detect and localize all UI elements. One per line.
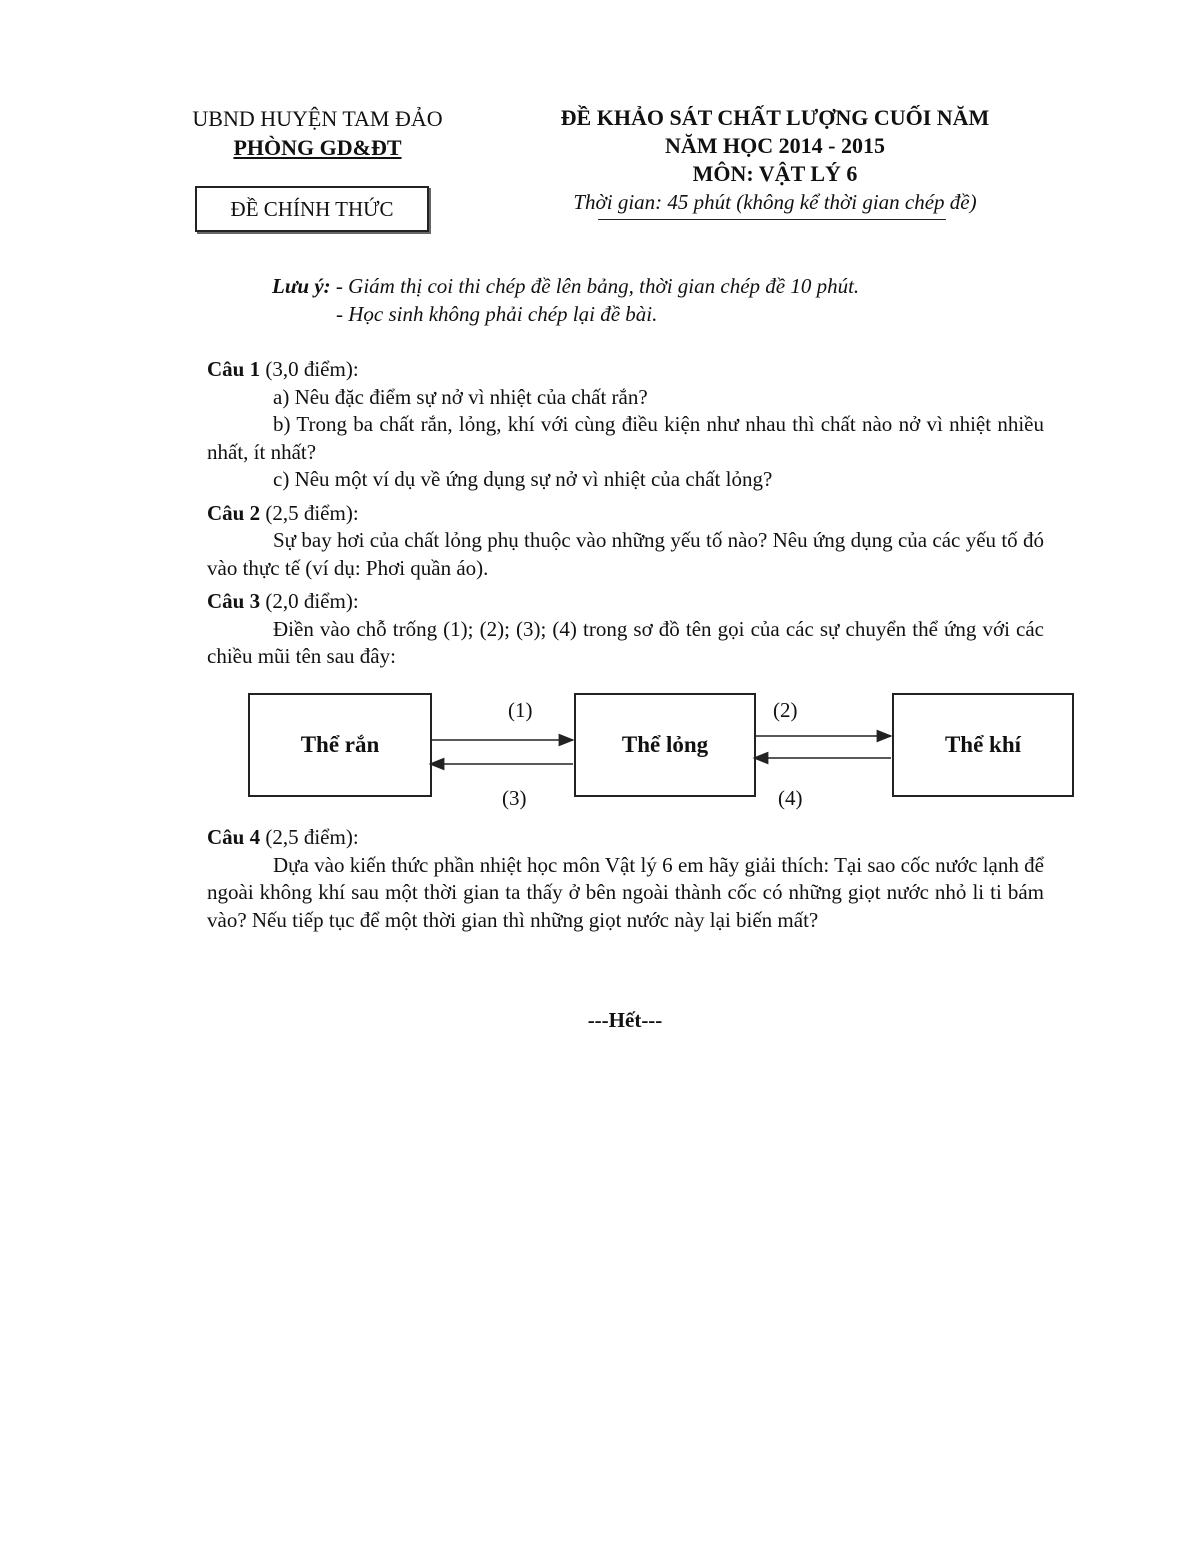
- note-label: Lưu ý:: [272, 274, 331, 298]
- question-1-title: [207, 356, 1044, 384]
- questions: [207, 356, 1044, 671]
- time-underline: [598, 219, 946, 220]
- label-1: (1): [508, 698, 533, 722]
- question-points: (2,5 điểm):: [260, 825, 359, 849]
- diagram-arrows: [240, 690, 1080, 810]
- question-1-item-c: c) Nêu một ví dụ về ứng dụng sự nở vì nhiệt của chất lỏng?: [273, 467, 773, 491]
- note-block: [272, 272, 1032, 328]
- question-4: [207, 824, 1044, 934]
- state-solid-box: Thể rắn: [248, 693, 432, 797]
- state-gas-box: Thể khí: [892, 693, 1074, 797]
- question-3-text: Điền vào chỗ trống (1); (2); (3); (4) trong sơ đồ tên gọi của các sự chuyển thể ứng với các chiều mũi tên sau đây:: [207, 616, 1044, 668]
- note-text-1: - Giám thị coi thi chép đề lên bảng, thời gian chép đề 10 phút.: [330, 274, 860, 298]
- official-stamp-box: ĐỀ CHÍNH THỨC: [195, 186, 429, 232]
- question-number: Câu 4: [207, 825, 261, 849]
- issuer-district: UBND HUYỆN TAM ĐẢO: [192, 106, 443, 131]
- school-year: NĂM HỌC 2014 - 2015: [665, 133, 885, 158]
- end-marker: ---Hết---: [587, 1008, 663, 1032]
- time-allowed: Thời gian: 45 phút (không kể thời gian chép đề): [573, 190, 977, 214]
- label-3: (3): [502, 786, 527, 810]
- question-4-text: Dựa vào kiến thức phần nhiệt học môn Vật lý 6 em hãy giải thích: Tại sao cốc nước lạnh để ngoài không khí sau một thời gian ta thấy ở bên ngoài thành cốc có những giọt nước nhỏ li ti bám vào? Nếu tiếp tục để một thời gian thì những giọt nước này lại biến mất?: [207, 852, 1044, 932]
- exam-title-block: [520, 104, 1030, 216]
- issuer-block: [170, 104, 465, 162]
- question-number: Câu 1: [207, 357, 261, 381]
- question-points: (2,0 điểm):: [260, 589, 359, 613]
- label-2: (2): [773, 698, 798, 722]
- question-3-title: [207, 588, 1044, 616]
- note-line-1: [272, 272, 1032, 300]
- question-1-item-a: a) Nêu đặc điểm sự nở vì nhiệt của chất rắn?: [273, 384, 648, 409]
- exam-title: ĐỀ KHẢO SÁT CHẤT LƯỢNG CUỐI NĂM: [560, 105, 990, 130]
- question-points: (2,5 điểm):: [260, 500, 359, 525]
- state-change-diagram: [240, 690, 1080, 810]
- question-points: (3,0 điểm):: [260, 357, 359, 381]
- question-number: Câu 2: [207, 500, 261, 525]
- question-2-text: Sự bay hơi của chất lỏng phụ thuộc vào những yếu tố nào? Nêu ứng dụng của các yếu tố đó vào thực tế (ví dụ: Phơi quần áo).: [207, 528, 1044, 580]
- label-4: (4): [778, 786, 803, 810]
- subject: MÔN: VẬT LÝ 6: [692, 161, 858, 186]
- issuer-department: PHÒNG GD&ĐT: [233, 135, 402, 160]
- question-2-title: [207, 500, 1044, 528]
- question-1-item-b: b) Trong ba chất rắn, lỏng, khí với cùng điều kiện như nhau thì chất nào nở vì nhiệt nhiều nhất, ít nhất?: [207, 412, 1044, 464]
- question-number: Câu 3: [207, 589, 261, 613]
- state-liquid-box: Thể lỏng: [574, 693, 756, 797]
- question-4-title: [207, 824, 1044, 852]
- note-line-2: - Học sinh không phải chép lại đề bài.: [336, 302, 658, 326]
